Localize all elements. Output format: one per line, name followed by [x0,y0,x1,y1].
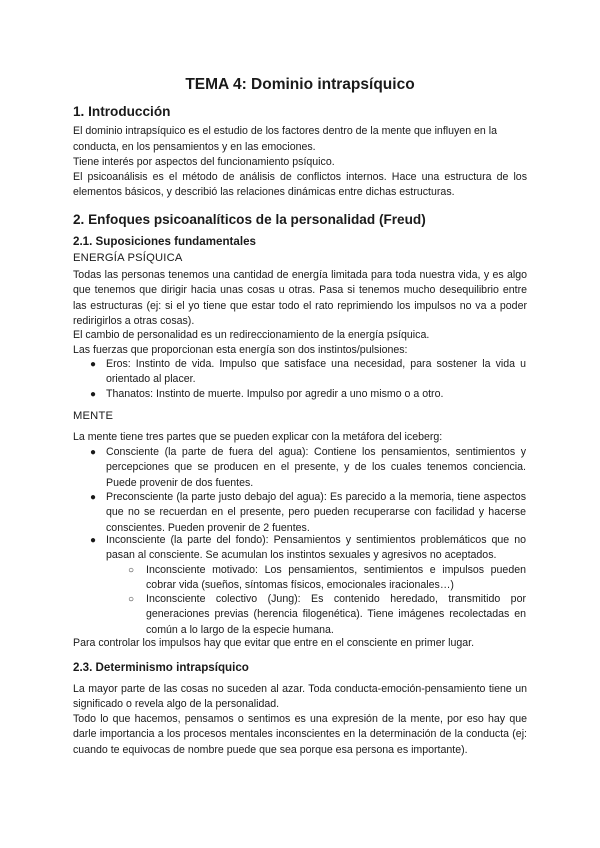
list-item-preconsciente: Preconsciente (la parte justo debajo del agua): Es parecido a la memoria, tiene aspectos que no se recuerdan en el presente, pero pueden recuperarse con facilidad y hacerse conscientes. Pueden provenir de 2 fuentes. [106,491,526,534]
energia-label: ENERGÍA PSÍQUICA [73,252,183,264]
list-item-inconsciente-motivado: Inconsciente motivado: Los pensamientos, sentimientos e impulsos pueden cobrar vida (sueños, síntomas físicos, emocionales iracionales…) [146,564,526,592]
intro-paragraph-2: Tiene interés por aspectos del funcionamiento psíquico. [73,156,335,168]
intro-paragraph-3: El psicoanálisis es el método de análisis de conflictos internos. Hace una estructura de los elementos básicos, y describió las relaciones dinámicas entre dichas estructuras. [73,171,527,199]
mente-cierre: Para controlar los impulsos hay que evitar que entre en el consciente en primer lugar. [73,637,475,649]
section-heading-enfoques: 2. Enfoques psicoanalíticos de la personalidad (Freud) [73,212,426,227]
subsection-heading-suposiciones: 2.1. Suposiciones fundamentales [73,235,256,248]
list-item-consciente: Consciente (la parte de fuera del agua): Contiene los pensamientos, sentimientos y percepciones que se producen en el presente, y de los cuales tenemos conciencia. Puede provenir de dos fuentes. [106,446,526,489]
mente-label: MENTE [73,410,114,422]
list-item-thanatos: Thanatos: Instinto de muerte. Impulso por agredir a uno mismo o a otro. [106,388,444,400]
energia-paragraph-3: Las fuerzas que proporcionan esta energía son dos instintos/pulsiones: [73,344,408,356]
section-heading-introduccion: 1. Introducción [73,104,171,119]
list-item-inconsciente: Inconsciente (la parte del fondo): Pensamientos y sentimientos problemáticos que no pasan al consciente. Se acumulan los instintos sexuales y agresivos no aceptados. [106,534,526,562]
determinismo-paragraph-1: La mayor parte de las cosas no suceden al azar. Toda conducta-emoción-pensamiento tiene un significado o revela algo de la personalidad. [73,683,527,711]
bullet-icon: ● [90,447,97,458]
list-item-eros: Eros: Instinto de vida. Impulso que satisface una necesidad, para sostener la vida u orientado al placer. [106,358,526,386]
hollow-bullet-icon: ○ [128,565,135,576]
energia-paragraph-2: El cambio de personalidad es un redireccionamiento de la energía psíquica. [73,329,430,341]
document-title: TEMA 4: Dominio intrapsíquico [185,76,415,93]
determinismo-paragraph-2: Todo lo que hacemos, pensamos o sentimos es una expresión de la mente, por eso hay que darle importancia a los procesos mentales inconscientes en la determinación de la conducta (ej: cuando te equivocas de nombre puede que sea porque esa persona es importante). [73,713,527,756]
list-item-inconsciente-colectivo: Inconsciente colectivo (Jung): Es contenido heredado, transmitido por generaciones previas (herencia filogenética). Tiene imágenes recolectadas en común a lo largo de la especie humana. [146,593,526,636]
bullet-icon: ● [90,389,97,400]
energia-paragraph-1: Todas las personas tenemos una cantidad de energía limitada para toda nuestra vida, y es algo que tenemos que dirigir hacia unas cosas u otras. Pasa si tenemos mucho desequilibrio entre las estructuras (ej: si el yo tiene que estar todo el rato reprimiendo los impulsos no va a poder redirigirlos a otras cosas). [73,269,527,328]
mente-intro: La mente tiene tres partes que se pueden explicar con la metáfora del iceberg: [73,431,443,443]
bullet-icon: ● [90,535,97,546]
hollow-bullet-icon: ○ [128,594,135,605]
intro-paragraph-line2: conducta, en los pensamientos y en las emociones. [73,141,316,153]
intro-paragraph-line1: El dominio intrapsíquico es el estudio de los factores dentro de la mente que influyen en la [73,125,498,137]
bullet-icon: ● [90,492,97,503]
bullet-icon: ● [90,359,97,370]
subsection-heading-determinismo: 2.3. Determinismo intrapsíquico [73,661,249,674]
